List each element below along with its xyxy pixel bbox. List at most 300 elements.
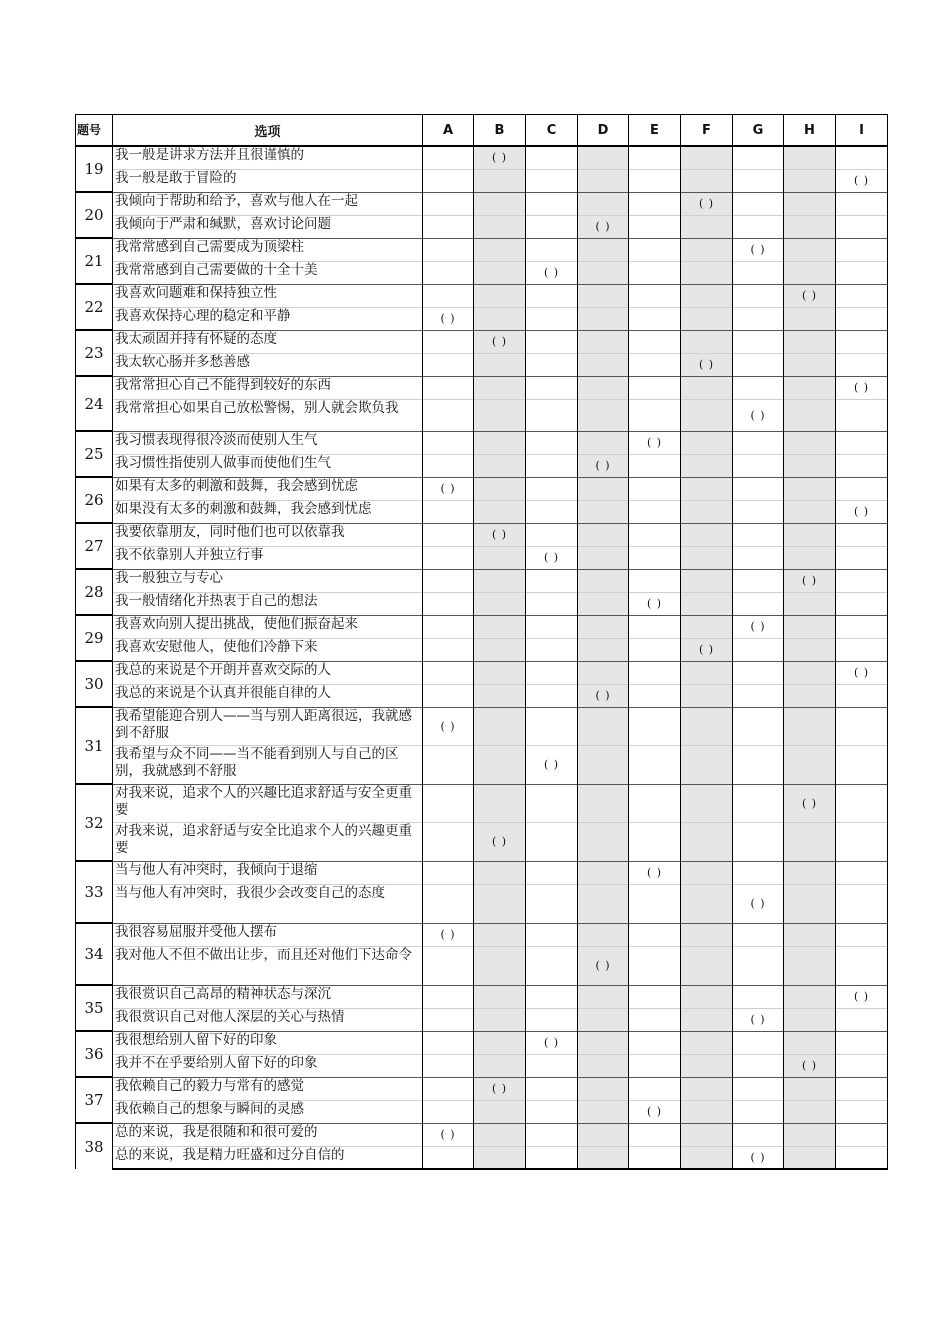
answer-mark[interactable]: ( )	[853, 381, 870, 394]
option-cell-f	[681, 569, 733, 592]
option-cell-f	[681, 1100, 733, 1123]
option-cell-h	[784, 1008, 836, 1031]
option-cell-f	[681, 215, 733, 238]
option-cell-f	[681, 284, 733, 307]
option-cell-i[interactable]	[836, 500, 888, 523]
option-cell-e	[629, 454, 681, 477]
option-cell-c	[526, 523, 578, 546]
answer-mark[interactable]: ( )	[750, 1013, 766, 1026]
option-cell-i[interactable]	[836, 661, 888, 684]
answer-mark[interactable]: ( )	[853, 990, 870, 1003]
option-cell-h[interactable]	[784, 569, 836, 592]
column-header-f: F	[681, 115, 733, 147]
option-cell-d	[578, 1031, 629, 1054]
statement-text: 总的来说，我是很随和和很可爱的	[113, 1123, 423, 1146]
option-cell-g	[733, 146, 784, 169]
option-cell-d	[578, 238, 629, 261]
option-cell-a	[423, 353, 474, 376]
option-cell-e	[629, 661, 681, 684]
option-cell-b	[474, 861, 526, 884]
option-cell-b	[474, 353, 526, 376]
option-cell-a[interactable]	[423, 707, 474, 745]
option-cell-d	[578, 707, 629, 745]
option-cell-c	[526, 1146, 578, 1169]
option-cell-b	[474, 1100, 526, 1123]
question-34-row-2	[76, 946, 888, 985]
option-cell-e	[629, 146, 681, 169]
option-cell-i	[836, 307, 888, 330]
answer-mark[interactable]: ( )	[801, 574, 818, 587]
option-cell-a	[423, 1100, 474, 1123]
answer-mark[interactable]: ( )	[491, 335, 508, 348]
option-cell-b	[474, 884, 526, 923]
option-cell-h	[784, 215, 836, 238]
column-header-a: A	[423, 115, 474, 147]
option-cell-i	[836, 1146, 888, 1169]
option-cell-c	[526, 946, 578, 985]
option-cell-d	[578, 376, 629, 399]
question-27-row-1	[76, 523, 888, 546]
option-cell-b[interactable]	[474, 330, 526, 353]
option-cell-i	[836, 546, 888, 569]
option-cell-f	[681, 822, 733, 861]
option-cell-b[interactable]	[474, 146, 526, 169]
statement-text: 我并不在乎要给别人留下好的印象	[113, 1054, 423, 1077]
option-cell-i	[836, 330, 888, 353]
option-cell-b	[474, 1008, 526, 1031]
option-cell-f	[681, 1077, 733, 1100]
option-cell-a[interactable]	[423, 923, 474, 946]
option-cell-b	[474, 500, 526, 523]
option-cell-i	[836, 523, 888, 546]
option-cell-e[interactable]	[629, 431, 681, 454]
option-cell-i	[836, 431, 888, 454]
option-cell-e	[629, 261, 681, 284]
option-cell-d	[578, 745, 629, 784]
statement-text: 我太软心肠并多愁善感	[113, 353, 423, 376]
answer-mark[interactable]: ( )	[698, 643, 715, 656]
option-cell-c	[526, 454, 578, 477]
option-cell-c	[526, 399, 578, 431]
option-cell-a	[423, 661, 474, 684]
option-cell-c	[526, 146, 578, 169]
option-cell-f	[681, 546, 733, 569]
option-cell-c[interactable]	[526, 1031, 578, 1054]
option-cell-c	[526, 431, 578, 454]
answer-mark[interactable]: ( )	[750, 620, 766, 633]
answer-mark[interactable]: ( )	[595, 459, 611, 472]
option-cell-b	[474, 615, 526, 638]
answer-mark[interactable]: ( )	[646, 597, 663, 610]
answer-mark[interactable]: ( )	[750, 408, 766, 422]
option-cell-d	[578, 192, 629, 215]
statement-text: 我希望能迎合别人——当与别人距离很远，我就感到不舒服	[113, 707, 423, 745]
question-20-row-2	[76, 215, 888, 238]
question-21-row-1	[76, 238, 888, 261]
question-number: 25	[76, 431, 113, 477]
option-cell-e	[629, 215, 681, 238]
answer-mark[interactable]: ( )	[698, 197, 715, 210]
option-cell-a	[423, 569, 474, 592]
answer-mark[interactable]: ( )	[801, 796, 818, 810]
option-cell-i[interactable]	[836, 376, 888, 399]
option-cell-h	[784, 376, 836, 399]
option-cell-g	[733, 523, 784, 546]
option-cell-c[interactable]	[526, 546, 578, 569]
option-cell-c	[526, 192, 578, 215]
option-cell-f	[681, 784, 733, 822]
option-cell-c	[526, 169, 578, 192]
question-36-row-2	[76, 1054, 888, 1077]
option-cell-h[interactable]	[784, 284, 836, 307]
option-cell-c	[526, 1123, 578, 1146]
statement-text: 我对他人不但不做出让步，而且还对他们下达命令	[113, 946, 423, 985]
option-cell-i	[836, 454, 888, 477]
option-cell-h	[784, 1146, 836, 1169]
option-cell-g	[733, 946, 784, 985]
option-cell-e	[629, 1054, 681, 1077]
question-30-row-2	[76, 684, 888, 707]
option-cell-i	[836, 192, 888, 215]
option-cell-e	[629, 638, 681, 661]
option-cell-e	[629, 707, 681, 745]
option-cell-c	[526, 569, 578, 592]
option-cell-i[interactable]	[836, 985, 888, 1008]
statement-text: 我常常担心自己不能得到较好的东西	[113, 376, 423, 399]
option-cell-a	[423, 1146, 474, 1169]
column-header-h: H	[784, 115, 836, 147]
option-cell-a[interactable]	[423, 307, 474, 330]
option-cell-c[interactable]	[526, 261, 578, 284]
option-cell-e	[629, 923, 681, 946]
option-cell-f[interactable]	[681, 192, 733, 215]
option-cell-c	[526, 215, 578, 238]
option-cell-c	[526, 784, 578, 822]
answer-mark[interactable]: ( )	[801, 289, 818, 302]
answer-mark[interactable]: ( )	[595, 959, 611, 972]
answer-mark[interactable]: ( )	[853, 505, 870, 518]
option-cell-a	[423, 146, 474, 169]
option-cell-b[interactable]	[474, 822, 526, 861]
option-cell-i	[836, 923, 888, 946]
option-cell-g	[733, 638, 784, 661]
answer-mark[interactable]: ( )	[595, 220, 611, 233]
question-37-row-1	[76, 1077, 888, 1100]
option-cell-d	[578, 353, 629, 376]
question-31-row-1	[76, 707, 888, 745]
option-cell-g	[733, 745, 784, 784]
question-number: 35	[76, 985, 113, 1031]
option-cell-c	[526, 284, 578, 307]
option-cell-d	[578, 1054, 629, 1077]
question-19-row-2	[76, 169, 888, 192]
option-cell-e	[629, 284, 681, 307]
statement-text: 我一般独立与专心	[113, 569, 423, 592]
option-cell-g	[733, 330, 784, 353]
question-37-row-2	[76, 1100, 888, 1123]
option-cell-i	[836, 592, 888, 615]
option-cell-a	[423, 684, 474, 707]
option-cell-h	[784, 1077, 836, 1100]
statement-text: 我不依靠别人并独立行事	[113, 546, 423, 569]
question-36-row-1	[76, 1031, 888, 1054]
option-cell-h	[784, 330, 836, 353]
answer-mark[interactable]: ( )	[440, 1128, 456, 1141]
question-28-row-1	[76, 569, 888, 592]
answer-mark[interactable]: ( )	[595, 689, 611, 702]
option-cell-g	[733, 500, 784, 523]
question-30-row-1	[76, 661, 888, 684]
option-cell-h[interactable]	[784, 1054, 836, 1077]
statement-text: 如果有太多的刺激和鼓舞，我会感到忧虑	[113, 477, 423, 500]
option-cell-h	[784, 454, 836, 477]
answer-mark[interactable]: ( )	[440, 312, 456, 325]
option-cell-f	[681, 745, 733, 784]
option-cell-c	[526, 861, 578, 884]
answer-mark[interactable]: ( )	[491, 528, 508, 541]
question-number: 30	[76, 661, 113, 707]
option-cell-g	[733, 1077, 784, 1100]
question-22-row-1	[76, 284, 888, 307]
answer-mark[interactable]: ( )	[853, 174, 870, 187]
option-cell-i	[836, 1077, 888, 1100]
statement-text: 我习惯性指使别人做事而使他们生气	[113, 454, 423, 477]
option-cell-h	[784, 146, 836, 169]
option-cell-d[interactable]	[578, 946, 629, 985]
option-cell-c	[526, 238, 578, 261]
option-cell-e	[629, 238, 681, 261]
option-cell-a	[423, 376, 474, 399]
option-cell-h	[784, 523, 836, 546]
option-cell-c	[526, 615, 578, 638]
option-cell-b	[474, 546, 526, 569]
answer-mark[interactable]: ( )	[543, 266, 560, 279]
option-cell-g	[733, 784, 784, 822]
option-cell-h	[784, 477, 836, 500]
answer-mark[interactable]: ( )	[646, 436, 663, 449]
option-cell-h	[784, 638, 836, 661]
option-cell-i[interactable]	[836, 169, 888, 192]
column-header-g: G	[733, 115, 784, 147]
option-cell-e[interactable]	[629, 592, 681, 615]
option-header: 选项	[113, 115, 423, 147]
option-cell-c	[526, 884, 578, 923]
option-cell-e	[629, 1077, 681, 1100]
option-cell-f	[681, 169, 733, 192]
question-35-row-2	[76, 1008, 888, 1031]
option-cell-b	[474, 261, 526, 284]
answer-mark[interactable]: ( )	[543, 758, 560, 771]
option-cell-g	[733, 215, 784, 238]
option-cell-d	[578, 822, 629, 861]
statement-text: 当与他人有冲突时，我倾向于退缩	[113, 861, 423, 884]
option-cell-g	[733, 985, 784, 1008]
option-cell-a	[423, 861, 474, 884]
option-cell-d	[578, 169, 629, 192]
option-cell-h	[784, 946, 836, 985]
option-cell-d	[578, 569, 629, 592]
question-25-row-1	[76, 431, 888, 454]
question-number: 38	[76, 1123, 113, 1169]
answer-mark[interactable]: ( )	[750, 897, 766, 910]
option-cell-d	[578, 615, 629, 638]
option-cell-a	[423, 822, 474, 861]
option-cell-b	[474, 985, 526, 1008]
option-cell-a	[423, 592, 474, 615]
question-number: 37	[76, 1077, 113, 1123]
option-cell-h	[784, 822, 836, 861]
option-cell-c	[526, 477, 578, 500]
option-cell-b	[474, 431, 526, 454]
option-cell-g	[733, 569, 784, 592]
option-cell-i	[836, 745, 888, 784]
option-cell-g[interactable]	[733, 1146, 784, 1169]
option-cell-g	[733, 376, 784, 399]
option-cell-a	[423, 238, 474, 261]
option-cell-b	[474, 376, 526, 399]
answer-mark[interactable]: ( )	[646, 1105, 663, 1118]
option-cell-d[interactable]	[578, 454, 629, 477]
answer-mark[interactable]: ( )	[853, 666, 870, 679]
option-cell-f	[681, 592, 733, 615]
option-cell-b[interactable]	[474, 1077, 526, 1100]
option-cell-e[interactable]	[629, 861, 681, 884]
statement-text: 我喜欢向别人提出挑战，使他们振奋起来	[113, 615, 423, 638]
option-cell-d[interactable]	[578, 215, 629, 238]
option-cell-e	[629, 1008, 681, 1031]
option-cell-h	[784, 238, 836, 261]
option-cell-f	[681, 923, 733, 946]
statement-text: 我常常感到自己需要做的十全十美	[113, 261, 423, 284]
option-cell-g	[733, 431, 784, 454]
option-cell-c[interactable]	[526, 745, 578, 784]
answer-mark[interactable]: ( )	[543, 1036, 560, 1049]
option-cell-g	[733, 477, 784, 500]
option-cell-c	[526, 1008, 578, 1031]
option-cell-d	[578, 638, 629, 661]
option-cell-a[interactable]	[423, 1123, 474, 1146]
answer-mark[interactable]: ( )	[750, 1150, 766, 1164]
option-cell-d	[578, 284, 629, 307]
answer-mark[interactable]: ( )	[440, 482, 456, 495]
statement-text: 对我来说，追求舒适与安全比追求个人的兴趣更重要	[113, 822, 423, 861]
statement-text: 我喜欢安慰他人，使他们冷静下来	[113, 638, 423, 661]
option-cell-i	[836, 1054, 888, 1077]
option-cell-e	[629, 192, 681, 215]
option-cell-e	[629, 169, 681, 192]
option-cell-b	[474, 638, 526, 661]
option-cell-h	[784, 707, 836, 745]
option-cell-a	[423, 284, 474, 307]
option-cell-d	[578, 399, 629, 431]
option-cell-g[interactable]	[733, 884, 784, 923]
statement-text: 我很赏识自己高昂的精神状态与深沉	[113, 985, 423, 1008]
option-cell-g	[733, 261, 784, 284]
answer-mark[interactable]: ( )	[698, 358, 715, 371]
question-number: 33	[76, 861, 113, 923]
option-cell-b	[474, 592, 526, 615]
option-cell-f	[681, 431, 733, 454]
option-cell-f[interactable]	[681, 353, 733, 376]
answer-mark[interactable]: ( )	[801, 1059, 818, 1072]
question-number: 29	[76, 615, 113, 661]
question-number: 20	[76, 192, 113, 238]
option-cell-f	[681, 884, 733, 923]
option-cell-a	[423, 454, 474, 477]
question-38-row-2	[76, 1146, 888, 1169]
column-header-i: I	[836, 115, 888, 147]
question-number: 26	[76, 477, 113, 523]
question-number: 28	[76, 569, 113, 615]
option-cell-b[interactable]	[474, 523, 526, 546]
option-cell-i	[836, 261, 888, 284]
option-cell-d	[578, 884, 629, 923]
option-cell-f	[681, 307, 733, 330]
option-cell-a[interactable]	[423, 477, 474, 500]
option-cell-f	[681, 615, 733, 638]
option-cell-e	[629, 569, 681, 592]
option-cell-e	[629, 1146, 681, 1169]
answer-mark[interactable]: ( )	[750, 243, 766, 256]
option-cell-c	[526, 353, 578, 376]
statement-text: 我很赏识自己对他人深层的关心与热情	[113, 1008, 423, 1031]
option-cell-c	[526, 376, 578, 399]
option-cell-b	[474, 684, 526, 707]
option-cell-i	[836, 822, 888, 861]
answer-mark[interactable]: ( )	[440, 719, 456, 733]
option-cell-a	[423, 192, 474, 215]
option-cell-g[interactable]	[733, 399, 784, 431]
statement-text: 我总的来说是个认真并很能自律的人	[113, 684, 423, 707]
column-header-b: B	[474, 115, 526, 147]
answer-mark[interactable]: ( )	[491, 151, 508, 165]
option-cell-e[interactable]	[629, 1100, 681, 1123]
answer-mark[interactable]: ( )	[491, 1082, 508, 1095]
option-cell-a	[423, 500, 474, 523]
option-cell-f	[681, 661, 733, 684]
option-cell-b	[474, 923, 526, 946]
option-cell-d	[578, 1100, 629, 1123]
statement-text: 对我来说，追求个人的兴趣比追求舒适与安全更重要	[113, 784, 423, 822]
column-header-e: E	[629, 115, 681, 147]
answer-mark[interactable]: ( )	[646, 866, 663, 879]
option-cell-h[interactable]	[784, 784, 836, 822]
statement-text: 我常常感到自己需要成为顶梁柱	[113, 238, 423, 261]
option-cell-a	[423, 215, 474, 238]
answer-mark[interactable]: ( )	[543, 551, 560, 564]
question-number: 31	[76, 707, 113, 784]
answer-mark[interactable]: ( )	[440, 928, 456, 941]
option-cell-d	[578, 523, 629, 546]
option-cell-c	[526, 638, 578, 661]
question-22-row-2	[76, 307, 888, 330]
statement-text: 我要依靠朋友，同时他们也可以依靠我	[113, 523, 423, 546]
answer-mark[interactable]: ( )	[491, 835, 508, 848]
option-cell-b	[474, 1031, 526, 1054]
option-cell-g[interactable]	[733, 1008, 784, 1031]
option-cell-c	[526, 330, 578, 353]
option-cell-d[interactable]	[578, 684, 629, 707]
option-cell-f[interactable]	[681, 638, 733, 661]
option-cell-d	[578, 1123, 629, 1146]
option-cell-a	[423, 169, 474, 192]
option-cell-g	[733, 546, 784, 569]
option-cell-a	[423, 615, 474, 638]
option-cell-g[interactable]	[733, 238, 784, 261]
option-cell-i	[836, 238, 888, 261]
option-cell-g[interactable]	[733, 615, 784, 638]
question-number: 36	[76, 1031, 113, 1077]
